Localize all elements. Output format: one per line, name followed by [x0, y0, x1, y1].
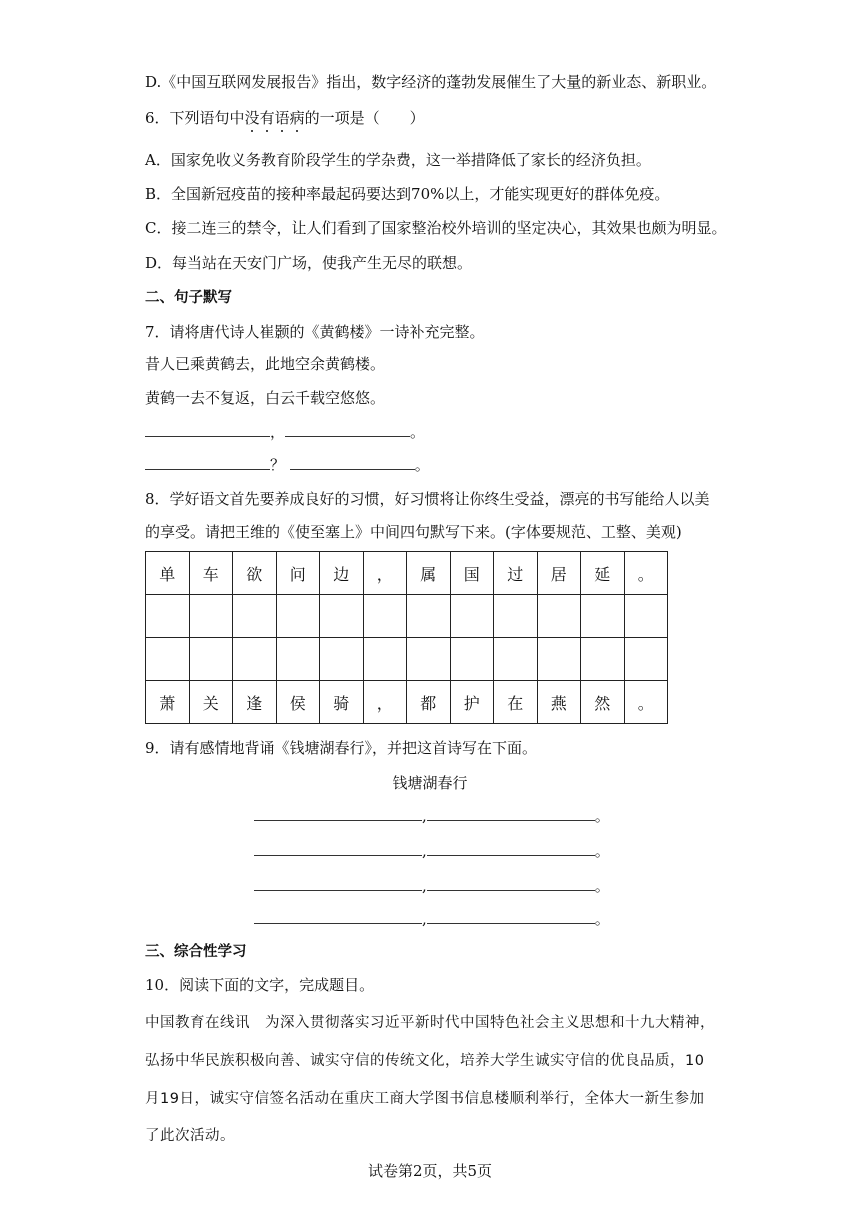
grid-row-blank — [146, 595, 668, 638]
grid-cell: 在 — [494, 681, 538, 724]
section-title-3: 三、综合性学习 — [145, 944, 247, 960]
answer-blank[interactable] — [427, 876, 595, 891]
grid-cell-input[interactable] — [233, 638, 277, 681]
grid-cell-input[interactable] — [450, 638, 494, 681]
grid-cell-input[interactable] — [320, 638, 364, 681]
grid-cell: 属 — [407, 552, 451, 595]
comma: ， — [270, 423, 286, 441]
q6-stem — [145, 108, 425, 128]
grid-cell-input[interactable] — [407, 595, 451, 638]
grid-cell: 燕 — [537, 681, 581, 724]
period: 。 — [594, 807, 610, 825]
comma: , — [422, 842, 427, 860]
grid-cell-input[interactable] — [581, 595, 625, 638]
grid-row — [146, 681, 668, 724]
grid-cell: 关 — [189, 681, 233, 724]
grid-cell: ， — [363, 552, 407, 595]
q7-poem-line-2: 黄鹤一去不复返，白云千载空悠悠。 — [145, 389, 386, 407]
grid-cell-input[interactable] — [320, 595, 364, 638]
grid-cell: 侯 — [276, 681, 320, 724]
answer-blank[interactable] — [145, 455, 270, 470]
emphasis-dot-char: 没 — [244, 109, 260, 127]
q9-stem: 9．请有感情地背诵《钱塘湖春行》，并把这首诗写在下面。 — [145, 739, 538, 757]
q9-answer-row — [254, 909, 610, 929]
grid-cell: 车 — [189, 552, 233, 595]
page-footer: 试卷第2页，共5页 — [367, 1162, 493, 1180]
answer-blank[interactable] — [285, 422, 410, 437]
grid-cell: 延 — [581, 552, 625, 595]
emphasis-dot-char: 有 — [259, 109, 275, 127]
q9-answer-row — [254, 806, 610, 826]
answer-blank[interactable] — [427, 806, 595, 821]
q7-answer-row-2 — [145, 455, 430, 475]
q9-answer-row — [254, 841, 610, 861]
grid-cell-input[interactable] — [276, 638, 320, 681]
grid-cell-input[interactable] — [537, 638, 581, 681]
grid-cell-input[interactable] — [450, 595, 494, 638]
q8-stem-line-2: 的享受。请把王维的《使至塞上》中间四句默写下来。(字体要规范、工整、美观) — [145, 523, 682, 541]
grid-cell-input[interactable] — [146, 595, 190, 638]
grid-cell: 骑 — [320, 681, 364, 724]
grid-cell: 居 — [537, 552, 581, 595]
writing-grid — [145, 551, 668, 724]
grid-cell: 护 — [450, 681, 494, 724]
comma: , — [422, 807, 427, 825]
grid-cell-input[interactable] — [233, 595, 277, 638]
q7-poem-line-1: 昔人已乘黄鹤去，此地空余黄鹤楼。 — [145, 355, 386, 373]
grid-cell-input[interactable] — [624, 595, 668, 638]
q6-option-b: B．全国新冠疫苗的接种率最起码要达到70%以上，才能实现更好的群体免疫。 — [145, 185, 670, 203]
grid-cell-input[interactable] — [189, 638, 233, 681]
grid-cell: 问 — [276, 552, 320, 595]
answer-blank[interactable] — [290, 455, 415, 470]
q6-stem-suffix: 的一项是（ ） — [304, 109, 425, 127]
q9-answer-row — [254, 876, 610, 896]
grid-cell: 逢 — [233, 681, 277, 724]
q6-option-a: A．国家免收义务教育阶段学生的学杂费，这一举措降低了家长的经济负担。 — [145, 151, 651, 169]
answer-blank[interactable] — [145, 422, 270, 437]
grid-cell: 。 — [624, 681, 668, 724]
grid-cell: ， — [363, 681, 407, 724]
grid-cell-input[interactable] — [363, 638, 407, 681]
answer-blank[interactable] — [427, 909, 595, 924]
grid-row-blank — [146, 638, 668, 681]
grid-row — [146, 552, 668, 595]
q10-stem: 10．阅读下面的文字，完成题目。 — [145, 976, 375, 994]
grid-cell-input[interactable] — [624, 638, 668, 681]
grid-cell: 单 — [146, 552, 190, 595]
grid-cell-input[interactable] — [494, 638, 538, 681]
comma: , — [422, 877, 427, 895]
grid-cell: 国 — [450, 552, 494, 595]
grid-cell: 欲 — [233, 552, 277, 595]
grid-cell: 然 — [581, 681, 625, 724]
grid-cell-input[interactable] — [407, 638, 451, 681]
grid-cell-input[interactable] — [494, 595, 538, 638]
answer-blank[interactable] — [254, 909, 422, 924]
comma: , — [422, 910, 427, 928]
q10-para-line: 月19日，诚实守信签名活动在重庆工商大学图书信息楼顺利举行，全体大一新生参加 — [145, 1091, 705, 1107]
q7-answer-row-1 — [145, 422, 425, 442]
period: 。 — [594, 910, 610, 928]
answer-blank[interactable] — [254, 806, 422, 821]
grid-cell: 边 — [320, 552, 364, 595]
q10-para-line: 中国教育在线讯 为深入贯彻落实习近平新时代中国特色社会主义思想和十九大精神， — [145, 1015, 715, 1031]
grid-cell-input[interactable] — [581, 638, 625, 681]
question-mark: ？ — [270, 456, 286, 474]
grid-cell-input[interactable] — [276, 595, 320, 638]
grid-cell: 萧 — [146, 681, 190, 724]
q6-stem-prefix: 6．下列语句中 — [145, 109, 245, 127]
answer-blank[interactable] — [254, 841, 422, 856]
grid-cell: 。 — [624, 552, 668, 595]
q8-stem-line-1: 8．学好语文首先要养成良好的习惯，好习惯将让你终生受益，漂亮的书写能给人以美 — [145, 490, 710, 508]
grid-cell-input[interactable] — [537, 595, 581, 638]
section-title-2: 二、句子默写 — [145, 290, 232, 306]
period: 。 — [594, 842, 610, 860]
period: 。 — [594, 877, 610, 895]
grid-cell: 都 — [407, 681, 451, 724]
grid-cell-input[interactable] — [363, 595, 407, 638]
period: 。 — [410, 423, 426, 441]
grid-cell-input[interactable] — [146, 638, 190, 681]
q10-para-line: 弘扬中华民族积极向善、诚实守信的传统文化，培养大学生诚实守信的优良品质，10 — [145, 1053, 705, 1069]
q7-stem: 7．请将唐代诗人崔颢的《黄鹤楼》一诗补充完整。 — [145, 323, 485, 341]
poem-title: 钱塘湖春行 — [392, 774, 468, 792]
emphasis-dot-char: 病 — [289, 109, 305, 127]
q5-option-d: D.《中国互联网发展报告》指出，数字经济的蓬勃发展催生了大量的新业态、新职业。 — [145, 73, 717, 91]
answer-blank[interactable] — [254, 876, 422, 891]
grid-cell-input[interactable] — [189, 595, 233, 638]
q6-option-d: D．每当站在天安门广场，使我产生无尽的联想。 — [145, 254, 473, 272]
period: 。 — [414, 456, 430, 474]
grid-cell: 过 — [494, 552, 538, 595]
q6-option-c: C．接二连三的禁令，让人们看到了国家整治校外培训的坚定决心，其效果也颇为明显。 — [145, 219, 727, 237]
answer-blank[interactable] — [427, 841, 595, 856]
emphasis-dot-char: 语 — [274, 109, 290, 127]
q10-para-line: 了此次活动。 — [145, 1128, 235, 1144]
